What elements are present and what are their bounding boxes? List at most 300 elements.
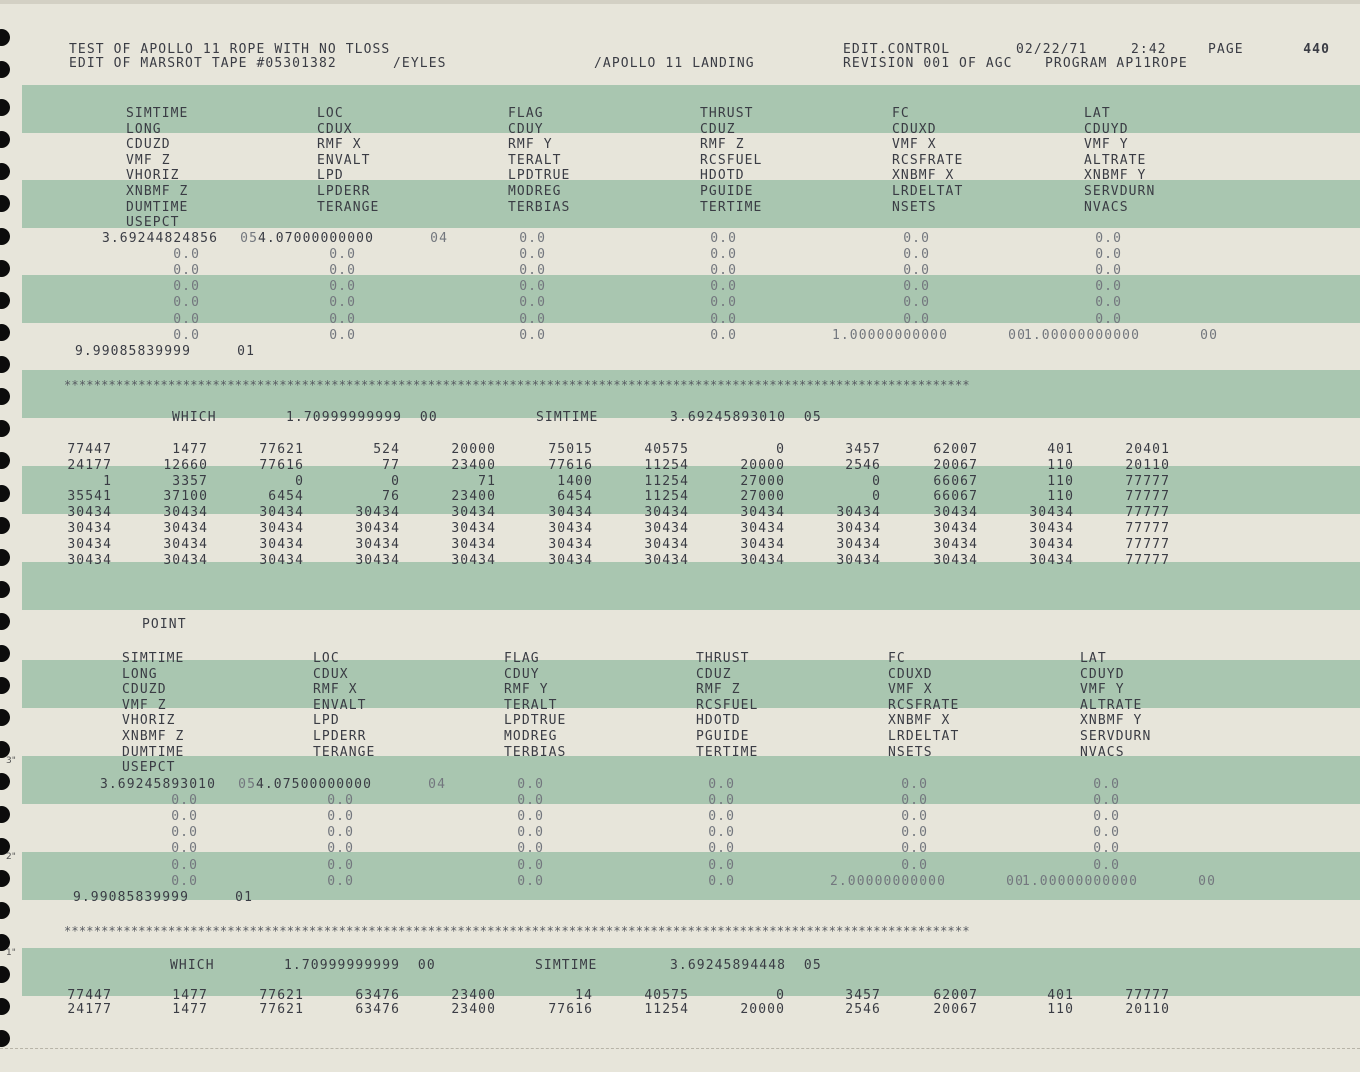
field-label: RMF Y [508, 137, 553, 153]
field-label: FLAG [508, 106, 544, 121]
field-label: LRDELTAT [892, 184, 964, 199]
float-value: 0.0 [710, 327, 737, 343]
octal-word: 2546 [845, 1002, 881, 1017]
octal-word: 20000 [740, 1002, 785, 1017]
octal-word: 40575 [644, 442, 689, 457]
tractor-hole [0, 902, 10, 919]
octal-word: 77 [382, 457, 400, 473]
float-value: 0.0 [519, 263, 546, 279]
float-value: 0.0 [329, 247, 356, 263]
float-value: 0.0 [903, 231, 930, 246]
tractor-hole [0, 29, 10, 46]
octal-word: 0 [776, 442, 785, 457]
field-label: FC [892, 106, 910, 121]
float-value: 0.0 [327, 793, 354, 809]
perforation-line [0, 1048, 1360, 1049]
octal-word: 30434 [259, 536, 304, 552]
tractor-hole [0, 228, 10, 245]
ruler-mark: 2" [6, 852, 16, 862]
float-value: 0.0 [1093, 841, 1120, 857]
float-value: 0.0 [519, 247, 546, 263]
tractor-hole [0, 549, 10, 566]
tractor-hole [0, 517, 10, 534]
field-label: LPD [313, 713, 340, 729]
octal-word: 30434 [836, 552, 881, 568]
octal-word: 2546 [845, 457, 881, 473]
octal-word: 401 [1047, 988, 1074, 1003]
field-label: PGUIDE [696, 729, 750, 744]
float-value: 0.0 [1095, 295, 1122, 311]
simtime-label: SIMTIME [535, 958, 598, 973]
float-value: 0.0 [327, 809, 354, 825]
field-label: MODREG [504, 729, 558, 744]
octal-word: 3457 [845, 988, 881, 1003]
field-label: CDUXD [892, 121, 937, 137]
octal-word: 30434 [1029, 505, 1074, 521]
field-label: TERBIAS [508, 199, 571, 215]
octal-word: 20110 [1125, 1002, 1170, 1017]
octal-word: 77777 [1125, 536, 1170, 552]
tractor-hole [0, 99, 10, 116]
field-label: CDUY [504, 666, 540, 682]
tractor-hole [0, 645, 10, 662]
octal-word: 110 [1047, 457, 1074, 473]
float-value: 0.0 [903, 311, 930, 327]
octal-word: 30434 [163, 521, 208, 536]
float-value: 0.0 [1095, 263, 1122, 279]
tractor-hole [0, 709, 10, 726]
field-label: USEPCT [126, 215, 180, 231]
float-value: 0.0 [1093, 825, 1120, 841]
float-value: 0.0 [327, 857, 354, 873]
octal-word: 37100 [163, 489, 208, 505]
octal-word: 30434 [548, 552, 593, 568]
float-value: 0.0 [710, 263, 737, 279]
octal-word: 77616 [548, 457, 593, 473]
field-label: LONG [126, 121, 162, 137]
float-exponent: 00 [1006, 873, 1024, 889]
octal-word: 0 [776, 988, 785, 1003]
octal-word: 30434 [644, 521, 689, 536]
field-label: CDUYD [1084, 121, 1129, 137]
float-value: 0.0 [1093, 857, 1120, 873]
field-label: HDOTD [696, 713, 741, 729]
float-value: 0.0 [173, 279, 200, 295]
edit-control: EDIT.CONTROL [843, 42, 951, 57]
float-value: 0.0 [903, 247, 930, 263]
float-value: 0.0 [901, 825, 928, 841]
tractor-hole [0, 613, 10, 630]
field-label: CDUZD [126, 137, 171, 153]
field-label: NSETS [892, 199, 937, 215]
float-mantissa: 4.07000000000 [257, 231, 374, 246]
octal-word: 77777 [1125, 521, 1170, 536]
tractor-hole [0, 1030, 10, 1047]
field-label: CDUXD [888, 666, 933, 682]
greenbar [22, 756, 1360, 804]
program-name: PROGRAM AP11ROPE [1045, 56, 1188, 71]
octal-word: 3457 [845, 442, 881, 457]
octal-word: 30434 [644, 552, 689, 568]
field-label: TERTIME [700, 199, 763, 215]
float-value: 0.0 [173, 263, 200, 279]
float-value: 0.0 [519, 279, 546, 295]
octal-word: 110 [1047, 1002, 1074, 1017]
tractor-hole [0, 998, 10, 1015]
float-value: 0.0 [173, 247, 200, 263]
octal-word: 1477 [172, 442, 208, 457]
float-value: 0.0 [1093, 809, 1120, 825]
octal-word: 24177 [67, 1002, 112, 1017]
field-label: VMF Y [1080, 682, 1125, 698]
field-label: LAT [1080, 651, 1107, 666]
octal-word: 27000 [740, 489, 785, 505]
page-label: PAGE [1208, 42, 1244, 57]
octal-word: 30434 [933, 536, 978, 552]
float-value: 0.0 [171, 793, 198, 809]
octal-word: 30434 [355, 505, 400, 521]
field-label: TERANGE [313, 744, 376, 760]
float-exponent: 05 [238, 777, 256, 792]
field-label: LPDTRUE [508, 168, 571, 184]
octal-word: 30434 [933, 521, 978, 536]
tractor-hole [0, 388, 10, 405]
field-label: LPDERR [317, 184, 371, 199]
field-label: VMF X [888, 682, 933, 698]
octal-word: 27000 [740, 473, 785, 489]
which-value: 1.70999999999 00 [284, 958, 436, 973]
field-label: PGUIDE [700, 184, 754, 199]
field-label: DUMTIME [126, 199, 189, 215]
float-value: 0.0 [171, 809, 198, 825]
field-label: CDUX [317, 121, 353, 137]
field-label: TERANGE [317, 199, 380, 215]
field-label: RMF Z [696, 682, 741, 698]
field-label: RMF Y [504, 682, 549, 698]
field-label: TERALT [504, 697, 558, 713]
float-mantissa: 9.99085839999 [72, 889, 189, 905]
field-label: XNBMF Y [1080, 713, 1143, 729]
octal-word: 0 [872, 489, 881, 505]
float-value: 0.0 [519, 231, 546, 246]
field-label: CDUZ [696, 666, 732, 682]
float-value: 0.0 [171, 825, 198, 841]
octal-word: 30434 [67, 552, 112, 568]
ruler-mark: 3" [6, 756, 16, 766]
which-label: WHICH [170, 958, 215, 973]
field-label: LOC [317, 106, 344, 121]
field-label: DUMTIME [122, 744, 185, 760]
tractor-hole [0, 292, 10, 309]
greenbar [22, 562, 1360, 610]
octal-word: 62007 [933, 988, 978, 1003]
float-value: 0.0 [519, 311, 546, 327]
octal-word: 20067 [933, 1002, 978, 1017]
float-value: 0.0 [329, 279, 356, 295]
octal-word: 77777 [1125, 505, 1170, 521]
float-mantissa: 3.69245893010 [99, 777, 216, 792]
octal-word: 1400 [557, 473, 593, 489]
float-value: 0.0 [901, 777, 928, 792]
field-label: FC [888, 651, 906, 666]
field-label: HDOTD [700, 168, 745, 184]
octal-word: 1 [103, 473, 112, 489]
octal-word: 11254 [644, 457, 689, 473]
tractor-hole [0, 806, 10, 823]
octal-word: 66067 [933, 489, 978, 505]
which-value: 1.70999999999 00 [286, 410, 438, 425]
greenbar [22, 852, 1360, 900]
field-label: ENVALT [313, 697, 367, 713]
field-label: RCSFUEL [696, 697, 759, 713]
float-value: 0.0 [710, 295, 737, 311]
author: /EYLES [393, 56, 447, 71]
octal-word: 71 [478, 473, 496, 489]
float-value: 0.0 [327, 825, 354, 841]
octal-word: 77777 [1125, 473, 1170, 489]
float-exponent: 04 [428, 777, 446, 792]
float-value: 0.0 [708, 793, 735, 809]
field-label: LPD [317, 168, 344, 184]
float-exponent: 01 [237, 343, 255, 359]
octal-word: 30434 [836, 505, 881, 521]
octal-word: 75015 [548, 442, 593, 457]
octal-word: 30434 [67, 536, 112, 552]
tractor-hole [0, 356, 10, 373]
asterisk-separator: ************************************************************************************************************************** [64, 924, 970, 938]
field-label: SERVDURN [1084, 184, 1156, 199]
float-value: 0.0 [903, 295, 930, 311]
octal-word: 77621 [259, 442, 304, 457]
float-value: 0.0 [708, 809, 735, 825]
float-value: 0.0 [710, 279, 737, 295]
tractor-hole [0, 61, 10, 78]
octal-word: 20000 [740, 457, 785, 473]
field-label: CDUZ [700, 121, 736, 137]
float-value: 0.0 [517, 809, 544, 825]
tractor-hole [0, 131, 10, 148]
simtime-value: 3.69245894448 05 [670, 958, 822, 973]
float-value: 0.0 [901, 857, 928, 873]
octal-word: 30434 [836, 536, 881, 552]
float-exponent: 01 [235, 889, 253, 905]
octal-word: 77777 [1125, 988, 1170, 1003]
field-label: VHORIZ [126, 168, 180, 184]
field-label: LONG [122, 666, 158, 682]
float-value: 0.0 [329, 263, 356, 279]
octal-word: 77447 [67, 988, 112, 1003]
greenbar [22, 180, 1360, 231]
float-mantissa: 1.00000000000 [1021, 873, 1138, 889]
field-label: XNBMF Y [1084, 168, 1147, 184]
float-mantissa: 9.99085839999 [74, 343, 191, 359]
octal-word: 30434 [1029, 521, 1074, 536]
field-label: CDUY [508, 121, 544, 137]
float-mantissa: 1.00000000000 [1023, 327, 1140, 343]
tractor-hole [0, 195, 10, 212]
float-value: 0.0 [173, 311, 200, 327]
tractor-hole [0, 870, 10, 887]
simtime-value: 3.69245893010 05 [670, 410, 822, 425]
field-label: LOC [313, 651, 340, 666]
octal-word: 30434 [451, 521, 496, 536]
octal-word: 1477 [172, 988, 208, 1003]
tractor-hole [0, 324, 10, 341]
octal-word: 23400 [451, 489, 496, 505]
field-label: VMF X [892, 137, 937, 153]
field-label: RCSFUEL [700, 152, 763, 168]
octal-word: 30434 [548, 505, 593, 521]
float-mantissa: 4.07500000000 [255, 777, 372, 792]
octal-word: 11254 [644, 489, 689, 505]
octal-word: 63476 [355, 988, 400, 1003]
float-value: 0.0 [517, 873, 544, 889]
field-label: LAT [1084, 106, 1111, 121]
octal-word: 23400 [451, 1002, 496, 1017]
tractor-hole [0, 966, 10, 983]
octal-word: 30434 [548, 536, 593, 552]
field-label: VMF Z [122, 697, 167, 713]
octal-word: 30434 [836, 521, 881, 536]
octal-word: 77777 [1125, 552, 1170, 568]
float-value: 0.0 [1093, 777, 1120, 792]
octal-word: 11254 [644, 473, 689, 489]
tractor-hole [0, 581, 10, 598]
float-value: 0.0 [517, 793, 544, 809]
report-title: TEST OF APOLLO 11 ROPE WITH NO TLOSS [69, 42, 391, 57]
float-value: 0.0 [903, 279, 930, 295]
tractor-hole [0, 677, 10, 694]
field-label: XNBMF Z [122, 729, 185, 744]
field-label: TERTIME [696, 744, 759, 760]
octal-word: 30434 [163, 552, 208, 568]
float-value: 0.0 [519, 327, 546, 343]
field-label: RCSFRATE [892, 152, 964, 168]
float-value: 0.0 [517, 777, 544, 792]
field-label: VHORIZ [122, 713, 176, 729]
octal-word: 63476 [355, 1002, 400, 1017]
octal-word: 76 [382, 489, 400, 505]
field-label: CDUZD [122, 682, 167, 698]
field-label: XNBMF Z [126, 184, 189, 199]
octal-word: 3357 [172, 473, 208, 489]
octal-word: 62007 [933, 442, 978, 457]
octal-word: 77447 [67, 442, 112, 457]
float-value: 0.0 [708, 857, 735, 873]
field-label: ENVALT [317, 152, 371, 168]
field-label: USEPCT [122, 760, 176, 776]
field-label: XNBMF X [888, 713, 951, 729]
revision: REVISION 001 OF AGC [843, 56, 1013, 71]
octal-word: 30434 [163, 505, 208, 521]
field-label: RMF X [313, 682, 358, 698]
field-label: THRUST [696, 651, 750, 666]
float-exponent: 00 [1200, 327, 1218, 343]
float-value: 0.0 [903, 263, 930, 279]
asterisk-separator: ************************************************************************************************************************** [64, 378, 970, 392]
octal-word: 30434 [355, 552, 400, 568]
float-value: 0.0 [1095, 311, 1122, 327]
paper-edge [0, 0, 1360, 4]
octal-word: 30434 [740, 552, 785, 568]
float-value: 0.0 [517, 841, 544, 857]
field-label: XNBMF X [892, 168, 955, 184]
field-label: LPDTRUE [504, 713, 567, 729]
float-value: 0.0 [171, 873, 198, 889]
octal-word: 40575 [644, 988, 689, 1003]
float-value: 0.0 [901, 809, 928, 825]
field-label: VMF Z [126, 152, 171, 168]
float-exponent: 05 [240, 231, 258, 246]
float-exponent: 00 [1008, 327, 1026, 343]
octal-word: 30434 [548, 521, 593, 536]
field-label: LPDERR [313, 729, 367, 744]
octal-word: 110 [1047, 473, 1074, 489]
float-value: 0.0 [710, 311, 737, 327]
field-label: TERBIAS [504, 744, 567, 760]
octal-word: 77616 [259, 457, 304, 473]
octal-word: 30434 [67, 505, 112, 521]
field-label: SIMTIME [122, 651, 185, 666]
field-label: RCSFRATE [888, 697, 960, 713]
octal-word: 30434 [1029, 552, 1074, 568]
field-label: ALTRATE [1080, 697, 1143, 713]
which-label: WHICH [172, 410, 217, 425]
field-label: LRDELTAT [888, 729, 960, 744]
float-mantissa: 3.69244824856 [101, 231, 218, 246]
octal-word: 30434 [740, 521, 785, 536]
octal-word: 401 [1047, 442, 1074, 457]
float-value: 0.0 [519, 295, 546, 311]
float-exponent: 00 [1198, 873, 1216, 889]
tractor-hole [0, 163, 10, 180]
field-label: CDUYD [1080, 666, 1125, 682]
simtime-label: SIMTIME [536, 410, 599, 425]
float-mantissa: 1.00000000000 [831, 327, 948, 343]
tractor-hole [0, 773, 10, 790]
octal-word: 30434 [451, 552, 496, 568]
octal-word: 30434 [740, 505, 785, 521]
field-label: RMF X [317, 137, 362, 153]
float-value: 0.0 [171, 857, 198, 873]
float-value: 0.0 [171, 841, 198, 857]
run-date: 02/22/71 [1016, 42, 1088, 57]
float-value: 0.0 [710, 231, 737, 246]
float-value: 0.0 [1095, 231, 1122, 246]
octal-word: 30434 [259, 505, 304, 521]
octal-word: 14 [575, 988, 593, 1003]
field-label: THRUST [700, 106, 754, 121]
octal-word: 11254 [644, 1002, 689, 1017]
octal-word: 30434 [451, 536, 496, 552]
tractor-hole [0, 452, 10, 469]
float-value: 0.0 [173, 295, 200, 311]
field-label: NVACS [1084, 199, 1129, 215]
octal-word: 30434 [1029, 536, 1074, 552]
octal-word: 6454 [268, 489, 304, 505]
float-value: 0.0 [1095, 279, 1122, 295]
point-label: POINT [142, 617, 187, 632]
octal-word: 20000 [451, 442, 496, 457]
octal-word: 23400 [451, 988, 496, 1003]
tractor-hole [0, 260, 10, 277]
float-exponent: 04 [430, 231, 448, 246]
float-value: 0.0 [901, 793, 928, 809]
tractor-hole [0, 485, 10, 502]
float-value: 0.0 [517, 857, 544, 873]
field-label: TERALT [508, 152, 562, 168]
float-value: 0.0 [327, 841, 354, 857]
